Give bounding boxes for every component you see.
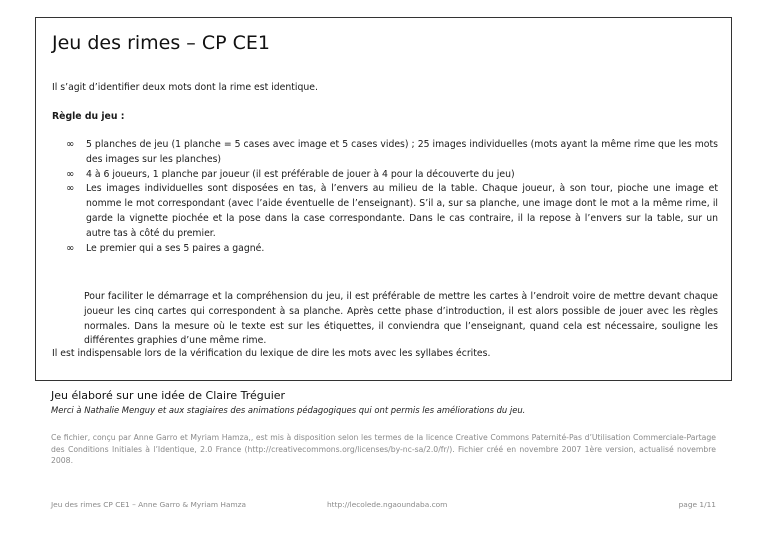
page-number: page 1/11 — [678, 500, 716, 509]
note-paragraph: Pour faciliter le démarrage et la compréhension du jeu, il est préférable de mettre les cartes à l’endroit voire de mettre devant chaque joueur les cinq cartes qui correspondent à sa planche. Après cette phase d’introduction, il est alors possible de jouer avec les règles normales. Dans la mesure où le texte est sur les étiquettes, il conviendra que l’enseignant, quand cela est nécessaire, souligne les différentes graphies d’une même rime. — [84, 291, 718, 347]
rules-heading: Règle du jeu : — [52, 111, 125, 122]
rule-text: 5 planches de jeu (1 planche = 5 cases avec image et 5 cases vides) ; 25 images individuelles (mots ayant la même rime que les mots des images sur les planches) — [86, 139, 718, 165]
rule-text: Le premier qui a ses 5 paires a gagné. — [86, 242, 265, 254]
thanks-text: Merci à Nathalie Menguy et aux stagiaires des animations pédagogiques qui ont permis les améliorations du jeu. — [51, 405, 526, 415]
infinity-bullet-icon: ∞ — [66, 139, 75, 150]
author-credit: Jeu élaboré sur une idée de Claire Tréguier — [51, 389, 286, 402]
footer-url-link[interactable]: http://lecolede.ngaoundaba.com — [327, 500, 448, 509]
rules-list — [66, 138, 718, 256]
list-item — [66, 182, 718, 241]
list-item — [66, 138, 718, 168]
infinity-bullet-icon: ∞ — [66, 242, 75, 254]
page-title: Jeu des rimes – CP CE1 — [52, 32, 270, 54]
intro-text: Il s’agit d’identifier deux mots dont la rime est identique. — [52, 82, 318, 93]
rule-text: 4 à 6 joueurs, 1 planche par joueur (il est préférable de jouer à 4 pour la découverte du jeu) — [86, 168, 515, 180]
list-item — [66, 242, 718, 257]
infinity-bullet-icon: ∞ — [66, 183, 75, 195]
rules-box — [35, 17, 732, 381]
infinity-bullet-icon: ∞ — [66, 168, 75, 180]
list-item — [66, 168, 718, 183]
conclusion-text: Il est indispensable lors de la vérification du lexique de dire les mots avec les syllabes écrites. — [52, 348, 491, 359]
rule-text: Les images individuelles sont disposées en tas, à l’envers au milieu de la table. Chaque joueur, à son tour, pioche une image et nomme le mot correspondant (avec l’aide éventuelle de l’enseignant). S’il a, sur sa planche, une image dont le mot a la même rime, il garde la vignette piochée et la pose dans la case correspondante. Dans le cas contraire, il la repose à l’envers sur la table, sur un autre tas à côté du premier. — [86, 183, 718, 239]
footer-left-text: Jeu des rimes CP CE1 – Anne Garro & Myriam Hamza — [51, 500, 247, 509]
license-text: Ce fichier, conçu par Anne Garro et Myriam Hamza,, est mis à disposition selon les termes de la licence Creative Commons Paternité-Pas d’Utilisation Commerciale-Partage des Conditions Initiales à l’Identique, 2.0 France (http://creativecommons.org/licenses/by-nc-sa/2.0/fr/). Fichier créé en novembre 2007 1ère version, actualisé novembre 2008. — [51, 433, 716, 465]
